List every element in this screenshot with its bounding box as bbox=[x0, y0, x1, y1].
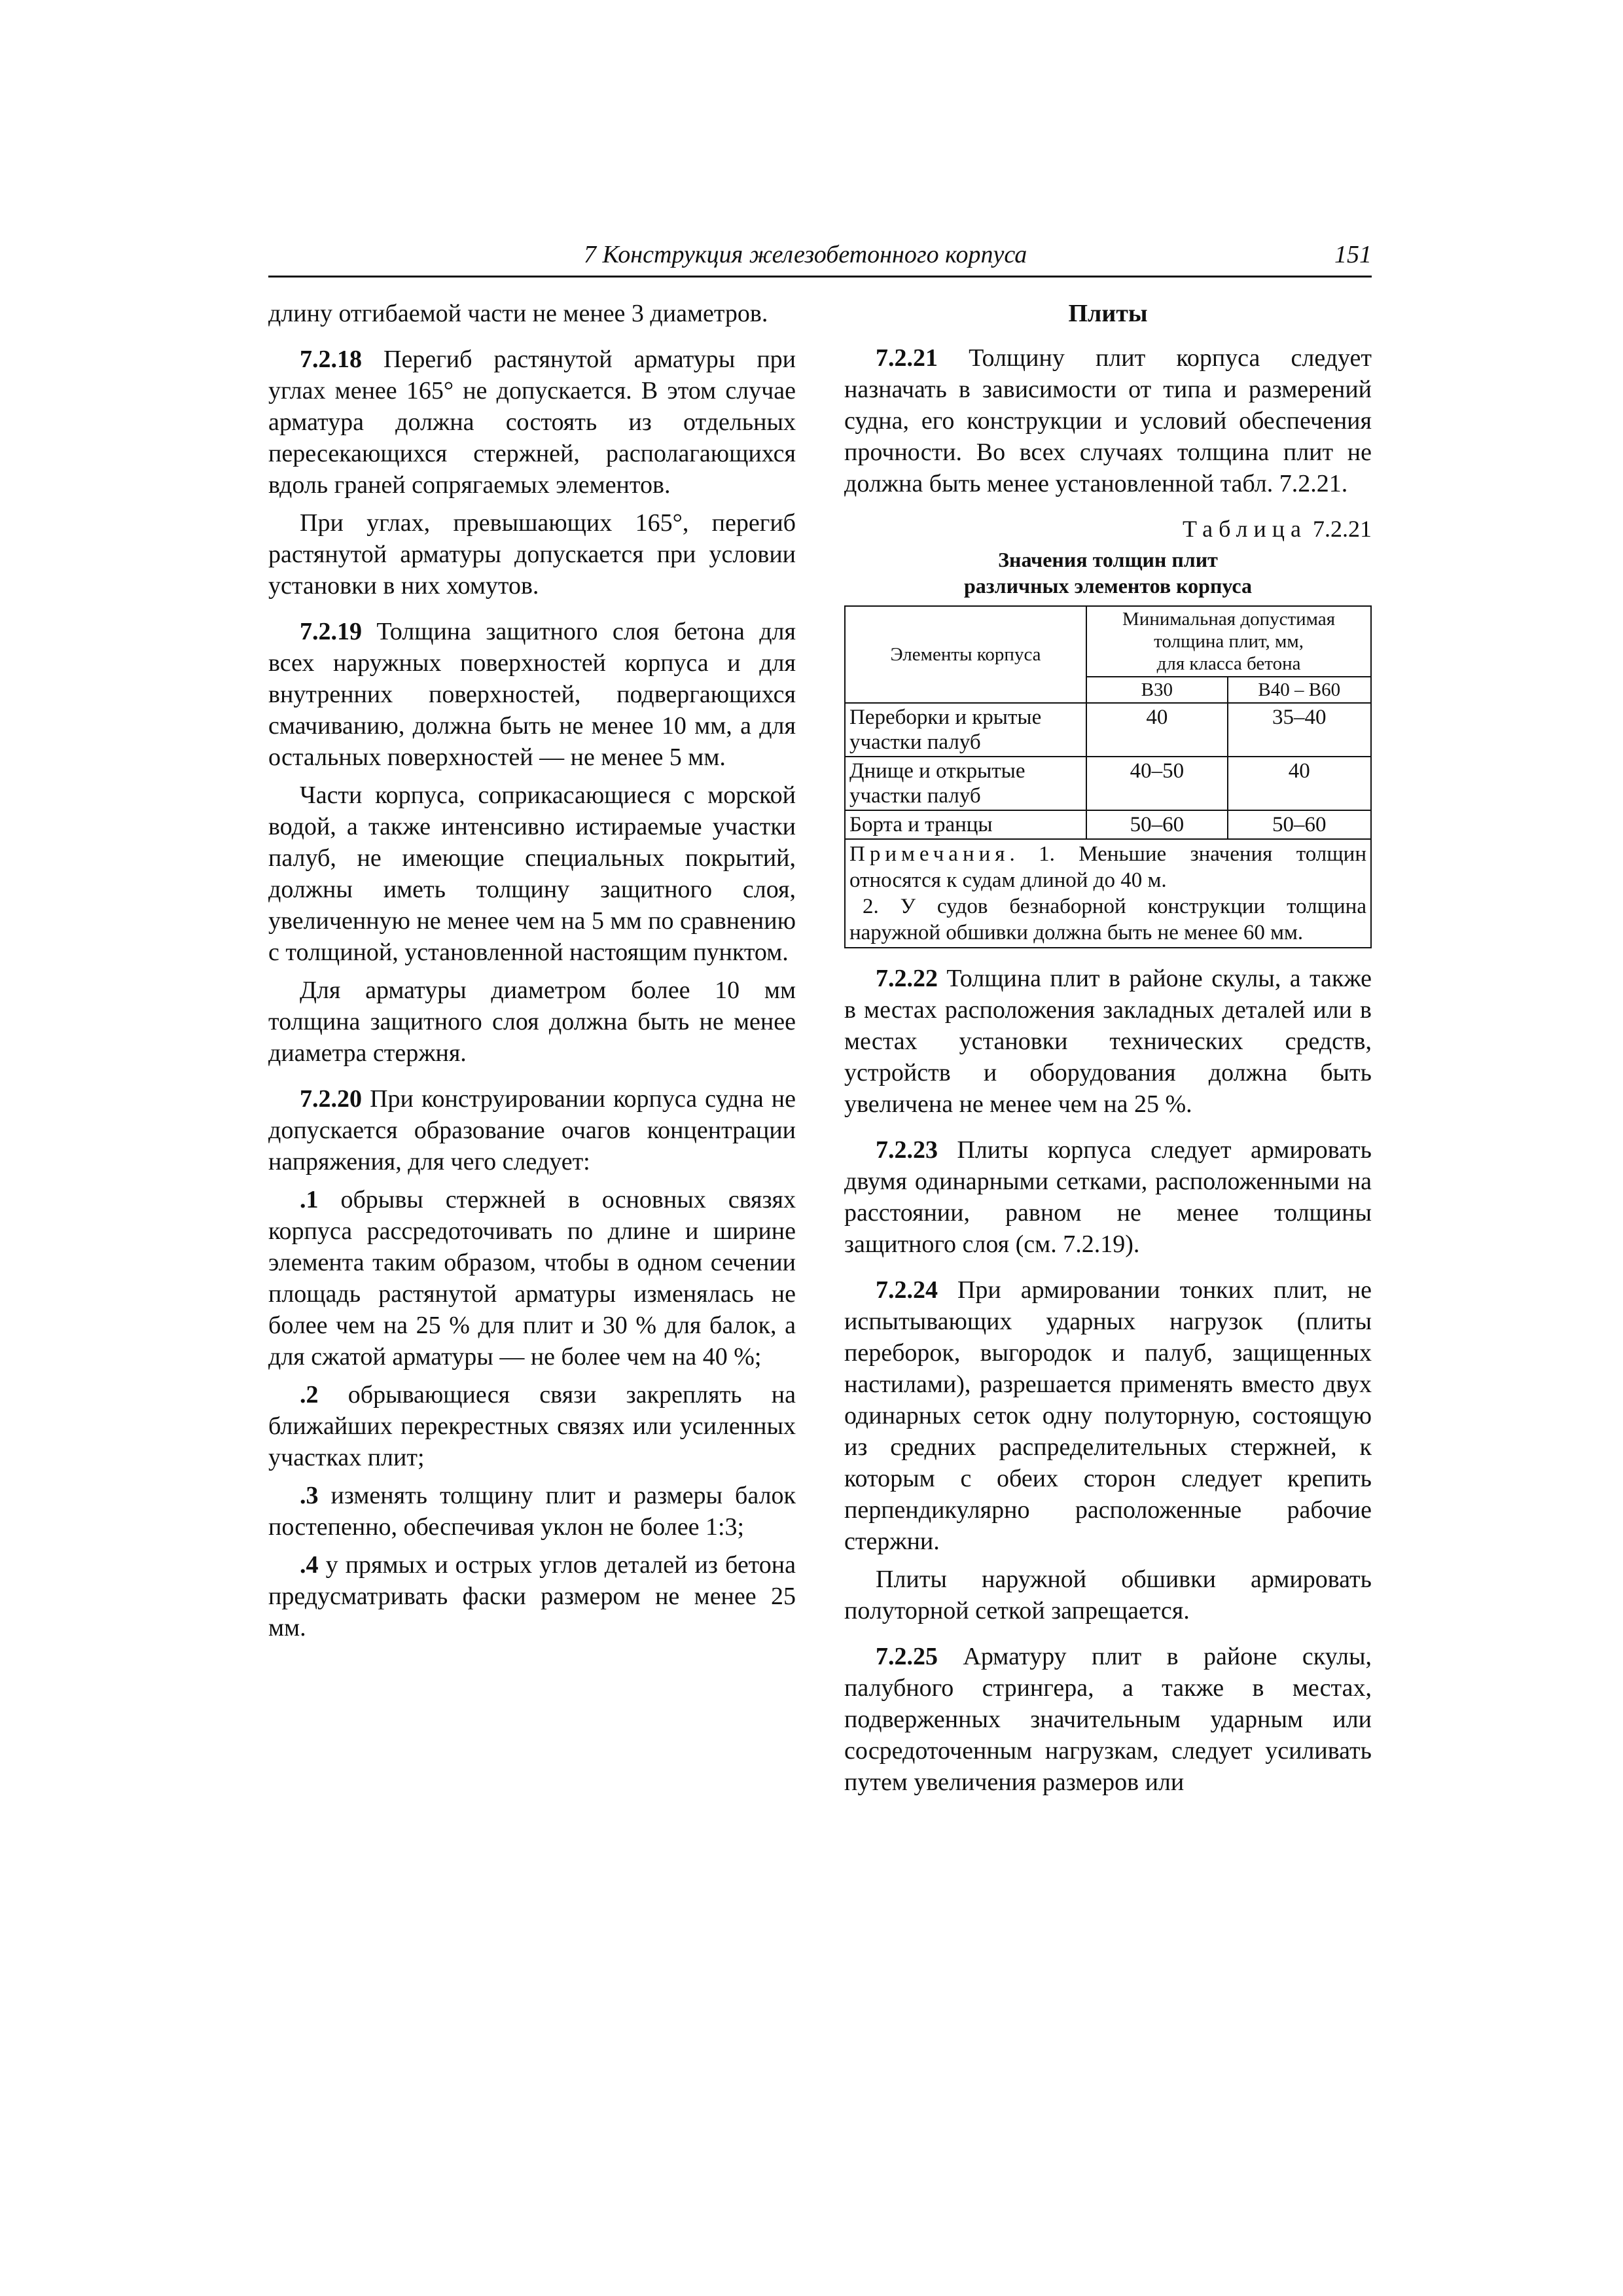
clause-number: 7.2.25 bbox=[876, 1643, 938, 1670]
paragraph: Плиты наружной обшивки армировать полуторной сеткой запрещается. bbox=[844, 1566, 1372, 1624]
paragraph: Для арматуры диаметром более 10 мм толщина защитного слоя должна быть не менее диаметра стержня. bbox=[268, 977, 796, 1067]
paragraph-7-2-19 bbox=[268, 616, 796, 773]
cell-b40: 35–40 bbox=[1228, 703, 1371, 757]
paragraph-7-2-23 bbox=[844, 1134, 1372, 1260]
table-label bbox=[844, 514, 1372, 544]
table-row bbox=[845, 810, 1371, 839]
cell-element: Борта и транцы bbox=[845, 810, 1086, 839]
list-text: у прямых и острых углов деталей из бетона предусматривать фаски размером не менее 25 мм. bbox=[268, 1551, 796, 1641]
list-text: обрывающиеся связи закреплять на ближайших перекрестных связях или усиленных участках плит; bbox=[268, 1381, 796, 1471]
header-min-line-2: толщина плит, мм, bbox=[1154, 631, 1304, 652]
table-caption-line-2: различных элементов корпуса bbox=[964, 574, 1252, 598]
paragraph: При углах, превышающих 165°, перегиб растянутой арматуры допускается при условии установки в них хомутов. bbox=[268, 509, 796, 600]
table-header-row bbox=[845, 606, 1371, 677]
clause-text: Арматуру плит в районе скулы, палубного стрингера, а также в местах, подверженных значительным ударным или сосредоточенным нагрузкам, следует усиливать путем увеличения размеров или bbox=[844, 1643, 1372, 1796]
table-notes-row bbox=[845, 839, 1371, 948]
header-b40-b60: B40 – B60 bbox=[1228, 677, 1371, 703]
note-1 bbox=[849, 841, 1366, 893]
table-label-word: Таблица bbox=[1183, 516, 1307, 542]
page-header bbox=[268, 239, 1372, 278]
table-label-number: 7.2.21 bbox=[1307, 516, 1372, 542]
clause-number: 7.2.21 bbox=[876, 344, 938, 372]
cell-b40: 50–60 bbox=[1228, 810, 1371, 839]
note-word: Примечания bbox=[849, 842, 1010, 866]
clause-number: 7.2.23 bbox=[876, 1136, 938, 1164]
cell-element: Днище и открытые участки палуб bbox=[845, 757, 1086, 810]
paragraph-7-2-21 bbox=[844, 342, 1372, 499]
section-heading: Плиты bbox=[1068, 300, 1148, 327]
header-b30: B30 bbox=[1086, 677, 1227, 703]
paragraph-continued: длину отгибаемой части не менее 3 диаметров. bbox=[268, 300, 768, 327]
list-text: обрывы стержней в основных связях корпуса рассредоточивать по длине и ширине элемента таким образом, чтобы в одном сечении площадь растянутой арматуры изменялась не более чем на 25 % для плит и 30 % для балок, а для сжатой арматуры — не более чем на 40 %; bbox=[268, 1186, 796, 1371]
note-2: 2. У судов безнаборной конструкции толщина наружной обшивки должна быть не менее 60 мм. bbox=[849, 895, 1366, 944]
table-row bbox=[845, 703, 1371, 757]
thickness-table bbox=[844, 605, 1372, 948]
list-item-1 bbox=[268, 1184, 796, 1372]
clause-text: Толщина защитного слоя бетона для всех наружных поверхностей корпуса и для внутренних поверхностей, подвергающихся смачиванию, должна быть не менее 10 мм, а для остальных поверхностей — не менее 5 мм. bbox=[268, 618, 796, 771]
clause-number: 7.2.24 bbox=[876, 1276, 938, 1304]
left-column bbox=[268, 298, 796, 1643]
clause-text: При конструировании корпуса судна не допускается образование очагов концентрации напряжения, для чего следует: bbox=[268, 1085, 796, 1175]
clause-text: При армировании тонких плит, не испытывающих ударных нагрузок (плиты переборок, выгородок и палуб, защищенных настилами), разрешается применять вместо двух одинарных сеток одну полуторную, состоящую из средних распределительных стержней, к которым с обеих сторон следует крепить перпендикулярно расположенные рабочие стержни. bbox=[844, 1276, 1372, 1555]
list-item-3 bbox=[268, 1480, 796, 1543]
header-min-thickness bbox=[1086, 606, 1371, 677]
paragraph: Части корпуса, соприкасающиеся с морской водой, а также интенсивно истираемые участки палуб, не имеющие специальных покрытий, должны иметь толщину защитного слоя, увеличенную не менее чем на 5 мм по сравнению с толщиной, установленной настоящим пунктом. bbox=[268, 781, 796, 966]
list-number: .3 bbox=[300, 1482, 319, 1509]
paragraph-7-2-20 bbox=[268, 1083, 796, 1177]
paragraph-7-2-25 bbox=[844, 1641, 1372, 1798]
list-number: .4 bbox=[300, 1551, 319, 1579]
table-notes bbox=[845, 839, 1371, 948]
clause-number: 7.2.19 bbox=[300, 618, 362, 645]
list-number: .2 bbox=[300, 1381, 319, 1408]
list-item-4 bbox=[268, 1549, 796, 1643]
list-item-2 bbox=[268, 1379, 796, 1473]
clause-number: 7.2.22 bbox=[876, 965, 938, 992]
paragraph-7-2-18 bbox=[268, 344, 796, 501]
clause-text: Перегиб растянутой арматуры при углах менее 165° не допускается. В этом случае арматура должна состоять из отдельных пересекающихся стержней, располагающихся вдоль граней сопрягаемых элементов. bbox=[268, 346, 796, 499]
clause-number: 7.2.20 bbox=[300, 1085, 362, 1113]
clause-number: 7.2.18 bbox=[300, 346, 362, 373]
cell-element: Переборки и крытые участки палуб bbox=[845, 703, 1086, 757]
clause-text: Плиты корпуса следует армировать двумя одинарными сетками, расположенными на расстоянии, равном не менее толщины защитного слоя (см. 7.2.19). bbox=[844, 1136, 1372, 1258]
list-number: .1 bbox=[300, 1186, 319, 1213]
cell-b30: 40 bbox=[1086, 703, 1227, 757]
paragraph-7-2-24 bbox=[844, 1274, 1372, 1557]
cell-b30: 50–60 bbox=[1086, 810, 1227, 839]
clause-text: Толщина плит в районе скулы, а также в местах расположения закладных деталей или в местах установки технических средств, устройств и оборудования должна быть увеличена не менее чем на 25 %. bbox=[844, 965, 1372, 1118]
cell-b40: 40 bbox=[1228, 757, 1371, 810]
running-title: 7 Конструкция железобетонного корпуса bbox=[584, 241, 1027, 268]
table-caption-line-1: Значения толщин плит bbox=[998, 548, 1218, 571]
right-column bbox=[844, 298, 1372, 1798]
header-min-line-1: Минимальная допустимая bbox=[1122, 609, 1336, 630]
paragraph-7-2-22 bbox=[844, 963, 1372, 1120]
header-elements: Элементы корпуса bbox=[845, 606, 1086, 703]
page-number: 151 bbox=[1334, 241, 1372, 268]
header-min-line-3: для класса бетона bbox=[1156, 653, 1301, 674]
cell-b30: 40–50 bbox=[1086, 757, 1227, 810]
clause-text: Толщину плит корпуса следует назначать в зависимости от типа и размерений судна, его конструкции и условий обеспечения прочности. Во всех случаях толщина плит не должна быть менее установленной табл. 7.2.21. bbox=[844, 344, 1372, 497]
note-1-text: . 1. Меньшие значения толщин относятся к судам длиной до 40 м. bbox=[849, 842, 1366, 892]
table-row bbox=[845, 757, 1371, 810]
list-text: изменять толщину плит и размеры балок постепенно, обеспечивая уклон не более 1:3; bbox=[268, 1482, 796, 1541]
